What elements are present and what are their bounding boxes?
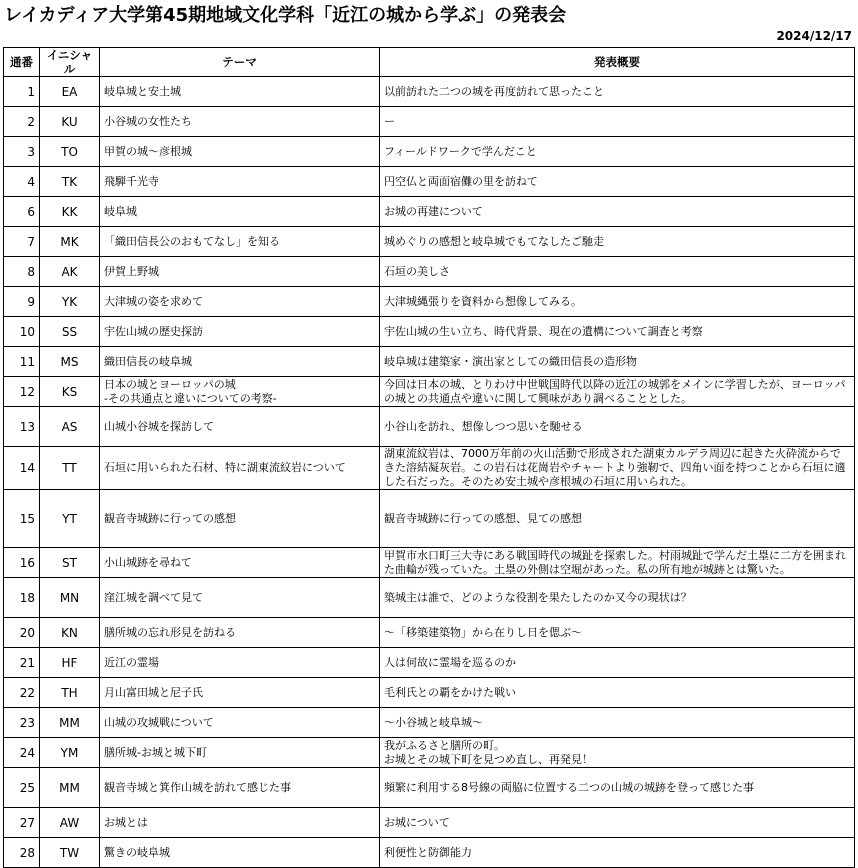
cell-initial [40,648,100,678]
cell-no-text: 27 [19,815,35,830]
cell-initial-text: MM [59,715,80,730]
table-row [4,77,855,107]
cell-no [4,407,40,447]
cell-summary-text: 我がふるさと膳所の町。 [384,738,505,752]
cell-no-text: 28 [19,845,35,860]
cell-no-text: 6 [27,204,35,219]
cell-no [4,490,40,548]
cell-theme-text: 石垣に用いられた石材、特に湖東流紋岩について [104,461,346,474]
cell-summary-text: 小谷山を訪れ、想像しつつ思いを馳せる [384,419,583,433]
cell-summary [380,377,855,407]
cell-summary [380,167,855,197]
cell-no [4,447,40,490]
cell-no-text: 16 [19,555,35,570]
cell-no-text: 25 [19,780,35,795]
cell-no [4,287,40,317]
cell-no-text: 9 [27,294,35,309]
cell-no-text: 20 [19,625,35,640]
table-row [4,808,855,838]
table-row [4,377,855,407]
cell-theme-text: 膳所城の忘れ形見を訪ねる [104,625,236,639]
table-row [4,768,855,808]
cell-theme [100,548,380,578]
cell-initial [40,738,100,768]
cell-theme-text: 窪江城を調べて見て [104,590,203,604]
table-row [4,648,855,678]
cell-summary-text: 今回は日本の城、とりわけ中世戦国時代以降の近江の城郭をメインに学習したが、ヨーロッパの城との共通点や違いに関して興味があり調べることとした。 [384,377,846,405]
cell-initial [40,447,100,490]
cell-theme [100,808,380,838]
cell-initial [40,678,100,708]
presentation-date: 2024/12/17 [776,29,852,43]
cell-summary-text: 以前訪れた二つの城を再度訪れて思ったこと [384,84,604,98]
cell-no [4,838,40,868]
cell-summary-text: 甲賀市水口町三大寺にある戦国時代の城趾を探索した。村雨城趾で学んだ土塁に二方を囲まれた曲輪が残っていた。土塁の外側は空堀があった。私の所有地が城跡とは驚いた。 [384,548,846,576]
cell-initial-text: KN [61,625,78,640]
cell-initial [40,227,100,257]
cell-theme-text: 大津城の姿を求めて [104,294,203,308]
cell-summary [380,407,855,447]
cell-summary-text: 城めぐりの感想と岐阜城でもてなしたご馳走 [384,234,604,248]
cell-initial-text: AS [61,419,78,434]
cell-no [4,738,40,768]
cell-summary-text: ～小谷城と岐阜城～ [384,715,483,729]
cell-summary [380,708,855,738]
cell-summary-text: お城について [384,815,450,829]
cell-theme-text: 月山富田城と尼子氏 [104,685,203,699]
cell-summary [380,227,855,257]
cell-theme [100,287,380,317]
cell-theme [100,578,380,618]
cell-initial-text: MN [59,590,80,605]
cell-theme-text: 山城の攻城戦について [104,715,214,729]
cell-summary-text: 円空仏と両面宿儺の里を訪ねて [384,174,538,188]
cell-theme-text: 甲賀の城～彦根城 [104,144,192,158]
cell-summary-text: 岐阜城は建築家・演出家としての織田信長の造形物 [384,354,637,368]
cell-theme-text: -その共通点と違いについての考察- [104,391,277,405]
cell-theme-text: 山城小谷城を探訪して [104,419,214,433]
cell-theme-text: 岐阜城と安土城 [104,84,181,98]
cell-theme-text: 飛騨千光寺 [104,174,159,188]
cell-theme [100,227,380,257]
cell-no [4,548,40,578]
cell-initial-text: MK [60,234,79,249]
table-row [4,287,855,317]
table-row [4,490,855,548]
cell-summary [380,77,855,107]
cell-summary-text: 人は何故に霊場を巡るのか [384,655,516,669]
cell-no-text: 10 [19,324,35,339]
cell-no [4,808,40,838]
cell-initial [40,257,100,287]
table-row [4,548,855,578]
cell-theme [100,708,380,738]
cell-summary [380,808,855,838]
cell-no [4,768,40,808]
cell-theme [100,490,380,548]
cell-theme-text: 岐阜城 [104,204,137,218]
cell-initial-text: AK [61,264,78,279]
cell-no-text: 23 [19,715,35,730]
column-header-summary: 発表概要 [380,48,855,77]
cell-summary-text: フィールドワークで学んだこと [384,144,537,158]
cell-initial [40,77,100,107]
cell-initial-text: YM [60,745,79,760]
cell-no [4,257,40,287]
cell-summary-text: 宇佐山城の生い立ち、時代背景、現在の遺構について調査と考察 [384,324,703,338]
cell-no [4,678,40,708]
cell-theme [100,197,380,227]
cell-summary-text: 利便性と防御能力 [384,845,472,859]
cell-no [4,347,40,377]
cell-initial [40,167,100,197]
cell-summary-text: ー [384,114,395,128]
table-row [4,137,855,167]
cell-summary-text: 観音寺城跡に行っての感想、見ての感想 [384,511,582,525]
cell-initial-text: HF [61,655,78,670]
cell-theme [100,77,380,107]
cell-no [4,377,40,407]
cell-summary [380,578,855,618]
cell-no [4,167,40,197]
cell-summary-text: 大津城縄張りを資料から想像してみる。 [384,294,582,308]
cell-initial [40,407,100,447]
table-row [4,347,855,377]
header-row [4,48,855,77]
cell-initial [40,197,100,227]
cell-summary [380,738,855,768]
cell-initial-text: MM [59,780,80,795]
cell-initial-text: TW [59,845,80,860]
cell-initial [40,107,100,137]
cell-theme-text: 膳所城-お城と城下町 [104,745,207,759]
cell-summary [380,768,855,808]
cell-no [4,137,40,167]
table-row [4,197,855,227]
cell-theme [100,648,380,678]
table-row [4,447,855,490]
cell-no [4,317,40,347]
cell-no [4,107,40,137]
cell-theme-text: お城とは [104,815,148,829]
cell-initial [40,317,100,347]
cell-initial [40,548,100,578]
cell-initial-text: TH [61,685,78,700]
cell-initial-text: YT [62,511,77,526]
cell-no-text: 12 [19,384,35,399]
cell-summary [380,447,855,490]
cell-theme-text: 織田信長の岐阜城 [104,354,192,368]
table-row [4,227,855,257]
cell-no-text: 2 [27,114,35,129]
cell-theme-text: 観音寺城跡に行っての感想 [104,511,236,525]
cell-initial-text: AW [59,815,80,830]
cell-theme [100,447,380,490]
cell-no [4,227,40,257]
cell-summary-text: 築城主は誰で、どのような役割を果たしたのか又今の現状は？ [384,590,692,604]
cell-theme [100,137,380,167]
cell-initial [40,768,100,808]
cell-summary [380,490,855,548]
cell-no-text: 3 [27,144,35,159]
cell-initial [40,137,100,167]
cell-theme-text: 「織田信長公のおもてなし」を知る [104,234,280,248]
cell-no-text: 13 [19,419,35,434]
column-header-theme: テーマ [100,48,380,77]
cell-summary-text: 湖東流紋岩は、7000万年前の火山活動で形成された湖東カルデラ周辺に起きた火砕流からできた溶結凝灰岩。この岩石は花崗岩やチャートより強靭で、四角い面を持つことから石垣に適した石だった。そのため安土城や彦根城の石垣に用いられた。 [384,447,846,488]
cell-summary [380,678,855,708]
cell-theme [100,167,380,197]
cell-initial-text: YK [61,294,78,309]
cell-no-text: 15 [19,511,35,526]
table-row [4,708,855,738]
cell-theme [100,768,380,808]
cell-summary [380,197,855,227]
cell-initial [40,618,100,648]
table-row [4,678,855,708]
cell-theme [100,257,380,287]
cell-theme [100,618,380,648]
cell-initial-text: EA [61,84,78,99]
cell-no [4,197,40,227]
cell-theme-text: 観音寺城と箕作山城を訪れて感じた事 [104,780,291,794]
cell-summary [380,107,855,137]
cell-initial [40,838,100,868]
cell-no-text: 24 [19,745,35,760]
cell-summary-text: 毛利氏との覇をかけた戦い [384,685,516,699]
cell-no-text: 7 [27,234,35,249]
cell-initial-text: KS [61,384,78,399]
cell-summary [380,287,855,317]
cell-no [4,77,40,107]
cell-initial-text: KU [61,114,78,129]
cell-summary [380,347,855,377]
cell-initial [40,287,100,317]
cell-no-text: 8 [27,264,35,279]
cell-summary [380,548,855,578]
cell-initial [40,708,100,738]
presentation-table [3,47,855,868]
cell-theme [100,107,380,137]
cell-initial [40,347,100,377]
cell-theme-text: 宇佐山城の歴史探訪 [104,324,203,338]
table-row [4,738,855,768]
cell-initial-text: ST [62,555,77,570]
cell-summary-text: ～「移築建築物」から在りし日を偲ぶ～ [384,625,582,639]
cell-theme [100,317,380,347]
cell-theme [100,347,380,377]
cell-no-text: 1 [27,84,35,99]
cell-summary-text: 頻繁に利用する8号線の両脇に位置する二つの山城の城跡を登って感じた事 [384,780,754,794]
cell-summary-text: お城の再建について [384,204,483,218]
cell-no [4,708,40,738]
cell-no [4,578,40,618]
cell-initial [40,490,100,548]
table-row [4,257,855,287]
cell-summary [380,257,855,287]
cell-theme-text: 日本の城とヨーロッパの城 [104,377,236,391]
cell-initial-text: TK [61,174,78,189]
cell-initial [40,377,100,407]
cell-no [4,618,40,648]
table-row [4,167,855,197]
cell-summary [380,317,855,347]
cell-summary [380,618,855,648]
cell-summary [380,137,855,167]
cell-summary-text: お城とその城下町を見つめ直し、再発見！ [384,752,593,766]
cell-theme-text: 小山城跡を尋ねて [104,555,192,569]
column-header-no: 通番 [4,48,40,77]
table-row [4,838,855,868]
cell-theme-text: 小谷城の女性たち [104,114,192,128]
table-row [4,407,855,447]
cell-theme-text: 近江の霊場 [104,655,159,669]
table-row [4,578,855,618]
cell-summary-text: 石垣の美しさ [384,264,450,278]
cell-theme [100,407,380,447]
table-row [4,618,855,648]
cell-theme [100,678,380,708]
cell-theme [100,377,380,407]
cell-initial [40,808,100,838]
cell-initial-text: TO [61,144,78,159]
cell-theme-text: 驚きの岐阜城 [104,845,170,859]
column-header-initial: イニシャル [40,48,100,77]
cell-summary [380,648,855,678]
cell-theme [100,838,380,868]
cell-no-text: 14 [19,461,35,475]
cell-no-text: 4 [27,174,35,189]
cell-no-text: 11 [19,354,35,369]
table-row [4,107,855,137]
table-row [4,317,855,347]
cell-no [4,648,40,678]
cell-summary [380,838,855,868]
cell-initial-text: SS [61,324,78,339]
page-title: レイカディア大学第45期地域文化学科「近江の城から学ぶ」の発表会 [4,5,567,26]
cell-theme-text: 伊賀上野城 [104,264,159,278]
cell-no-text: 18 [19,590,35,605]
cell-no-text: 22 [19,685,35,700]
cell-theme [100,738,380,768]
cell-initial-text: KK [61,204,78,219]
cell-initial [40,578,100,618]
cell-initial-text: MS [60,354,79,369]
cell-initial-text: TT [62,461,77,475]
cell-no-text: 21 [19,655,35,670]
